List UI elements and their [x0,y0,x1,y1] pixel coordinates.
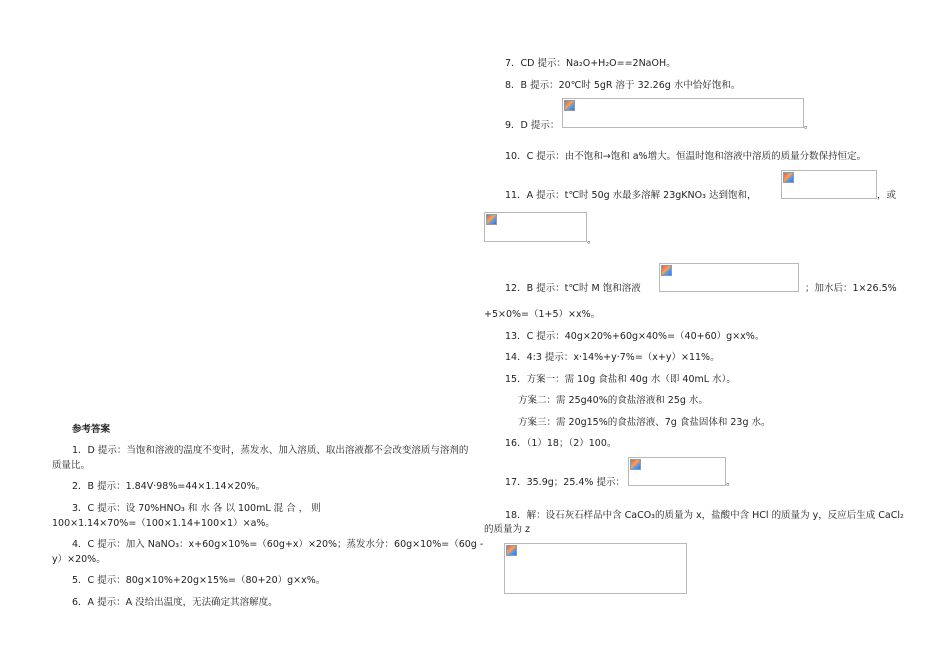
answer-1-line-1: 1．D 提示：当饱和溶液的温度不变时，蒸发水、加入溶质、取出溶液都不会改变溶质与溶剂的 [72,445,469,456]
answer-16: 16．（1）18；（2）100。 [505,438,617,449]
answer-8: 8．B 提示：20℃时 5gR 溶于 32.26g 水中恰好饱和。 [505,80,741,91]
answer-4-line-2: y）×20%。 [52,554,106,565]
answer-11-or: ，或 [877,190,897,201]
broken-image-icon [506,545,517,556]
answer-10: 10．C 提示：由不饱和→饱和 a%增大。恒温时饱和溶液中溶质的质量分数保持恒定。 [505,151,867,162]
answer-5: 5．C 提示：80g×10%+20g×15%=（80+20）g×x%。 [72,575,326,586]
answer-4-line-1: 4．C 提示：加入 NaNO₃：x+60g×10%=（60g+x）×20%；蒸发水分：60g×10%=（60g - [72,539,484,550]
answer-6: 6．A 提示：A 没给出温度，无法确定其溶解度。 [72,597,278,608]
answers-heading: 参考答案 [72,424,111,435]
answer-9: 9．D 提示： [505,120,560,131]
answer-14: 14．4:3 提示：x·14%+y·7%=（x+y）×11%。 [505,352,720,363]
answer-12-line-2: +5×0%=（1+5）×x%。 [484,309,601,320]
answer-12-after-water: ；加水后：1×26.5% [805,283,897,294]
formula-image-11b [484,212,587,242]
answer-15-plan-2: 方案二：需 25g40%的食盐溶液和 25g 水。 [518,395,708,406]
broken-image-icon [783,172,794,183]
answer-13: 13．C 提示：40g×20%+60g×40%=（40+60）g×x%。 [505,331,765,342]
answer-15-plan-3: 方案三：需 20g15%的食盐溶液、7g 食盐固体和 23g 水。 [518,417,771,428]
formula-image-11a [781,170,877,199]
answer-3-line-2: 100×1.14×70%=（100×1.14+100×1）×a%。 [52,518,275,529]
answer-17: 17．35.9g；25.4% 提示： [505,477,625,488]
answer-15-plan-1: 15．方案一：需 10g 食盐和 40g 水（即 40mL 水）。 [505,374,736,385]
answer-12: 12．B 提示：t℃时 M 饱和溶液 [505,283,641,294]
broken-image-icon [486,214,497,225]
answer-18-line-2: 的质量为 z [484,524,531,535]
answer-18-line-1: 18．解：设石灰石样品中含 CaCO₃的质量为 x，盐酸中含 HCl 的质量为 y，反应后生成 CaCl₂ [505,510,904,521]
answer-3-line-1: 3．C 提示：设 70%HNO₃ 和 水 各 以 100mL 混 合 ， 则 [72,503,321,514]
answer-9-period: 。 [804,120,814,131]
broken-image-icon [661,265,672,276]
answer-17-period: 。 [726,477,736,488]
answer-1-line-2: 质量比。 [52,460,91,471]
formula-image-18 [504,543,687,594]
broken-image-icon [630,459,641,470]
formula-image-12 [659,263,799,292]
answer-7: 7．CD 提示：Na₂O+H₂O==2NaOH。 [505,58,676,69]
answer-11-period: 。 [587,235,597,246]
formula-image-17 [628,457,726,486]
answer-11: 11．A 提示：t℃时 50g 水最多溶解 23gKNO₃ 达到饱和， [505,190,757,201]
formula-image-9 [562,98,804,128]
broken-image-icon [564,100,575,111]
answer-2: 2．B 提示：1.84V·98%=44×1.14×20%。 [72,481,266,492]
